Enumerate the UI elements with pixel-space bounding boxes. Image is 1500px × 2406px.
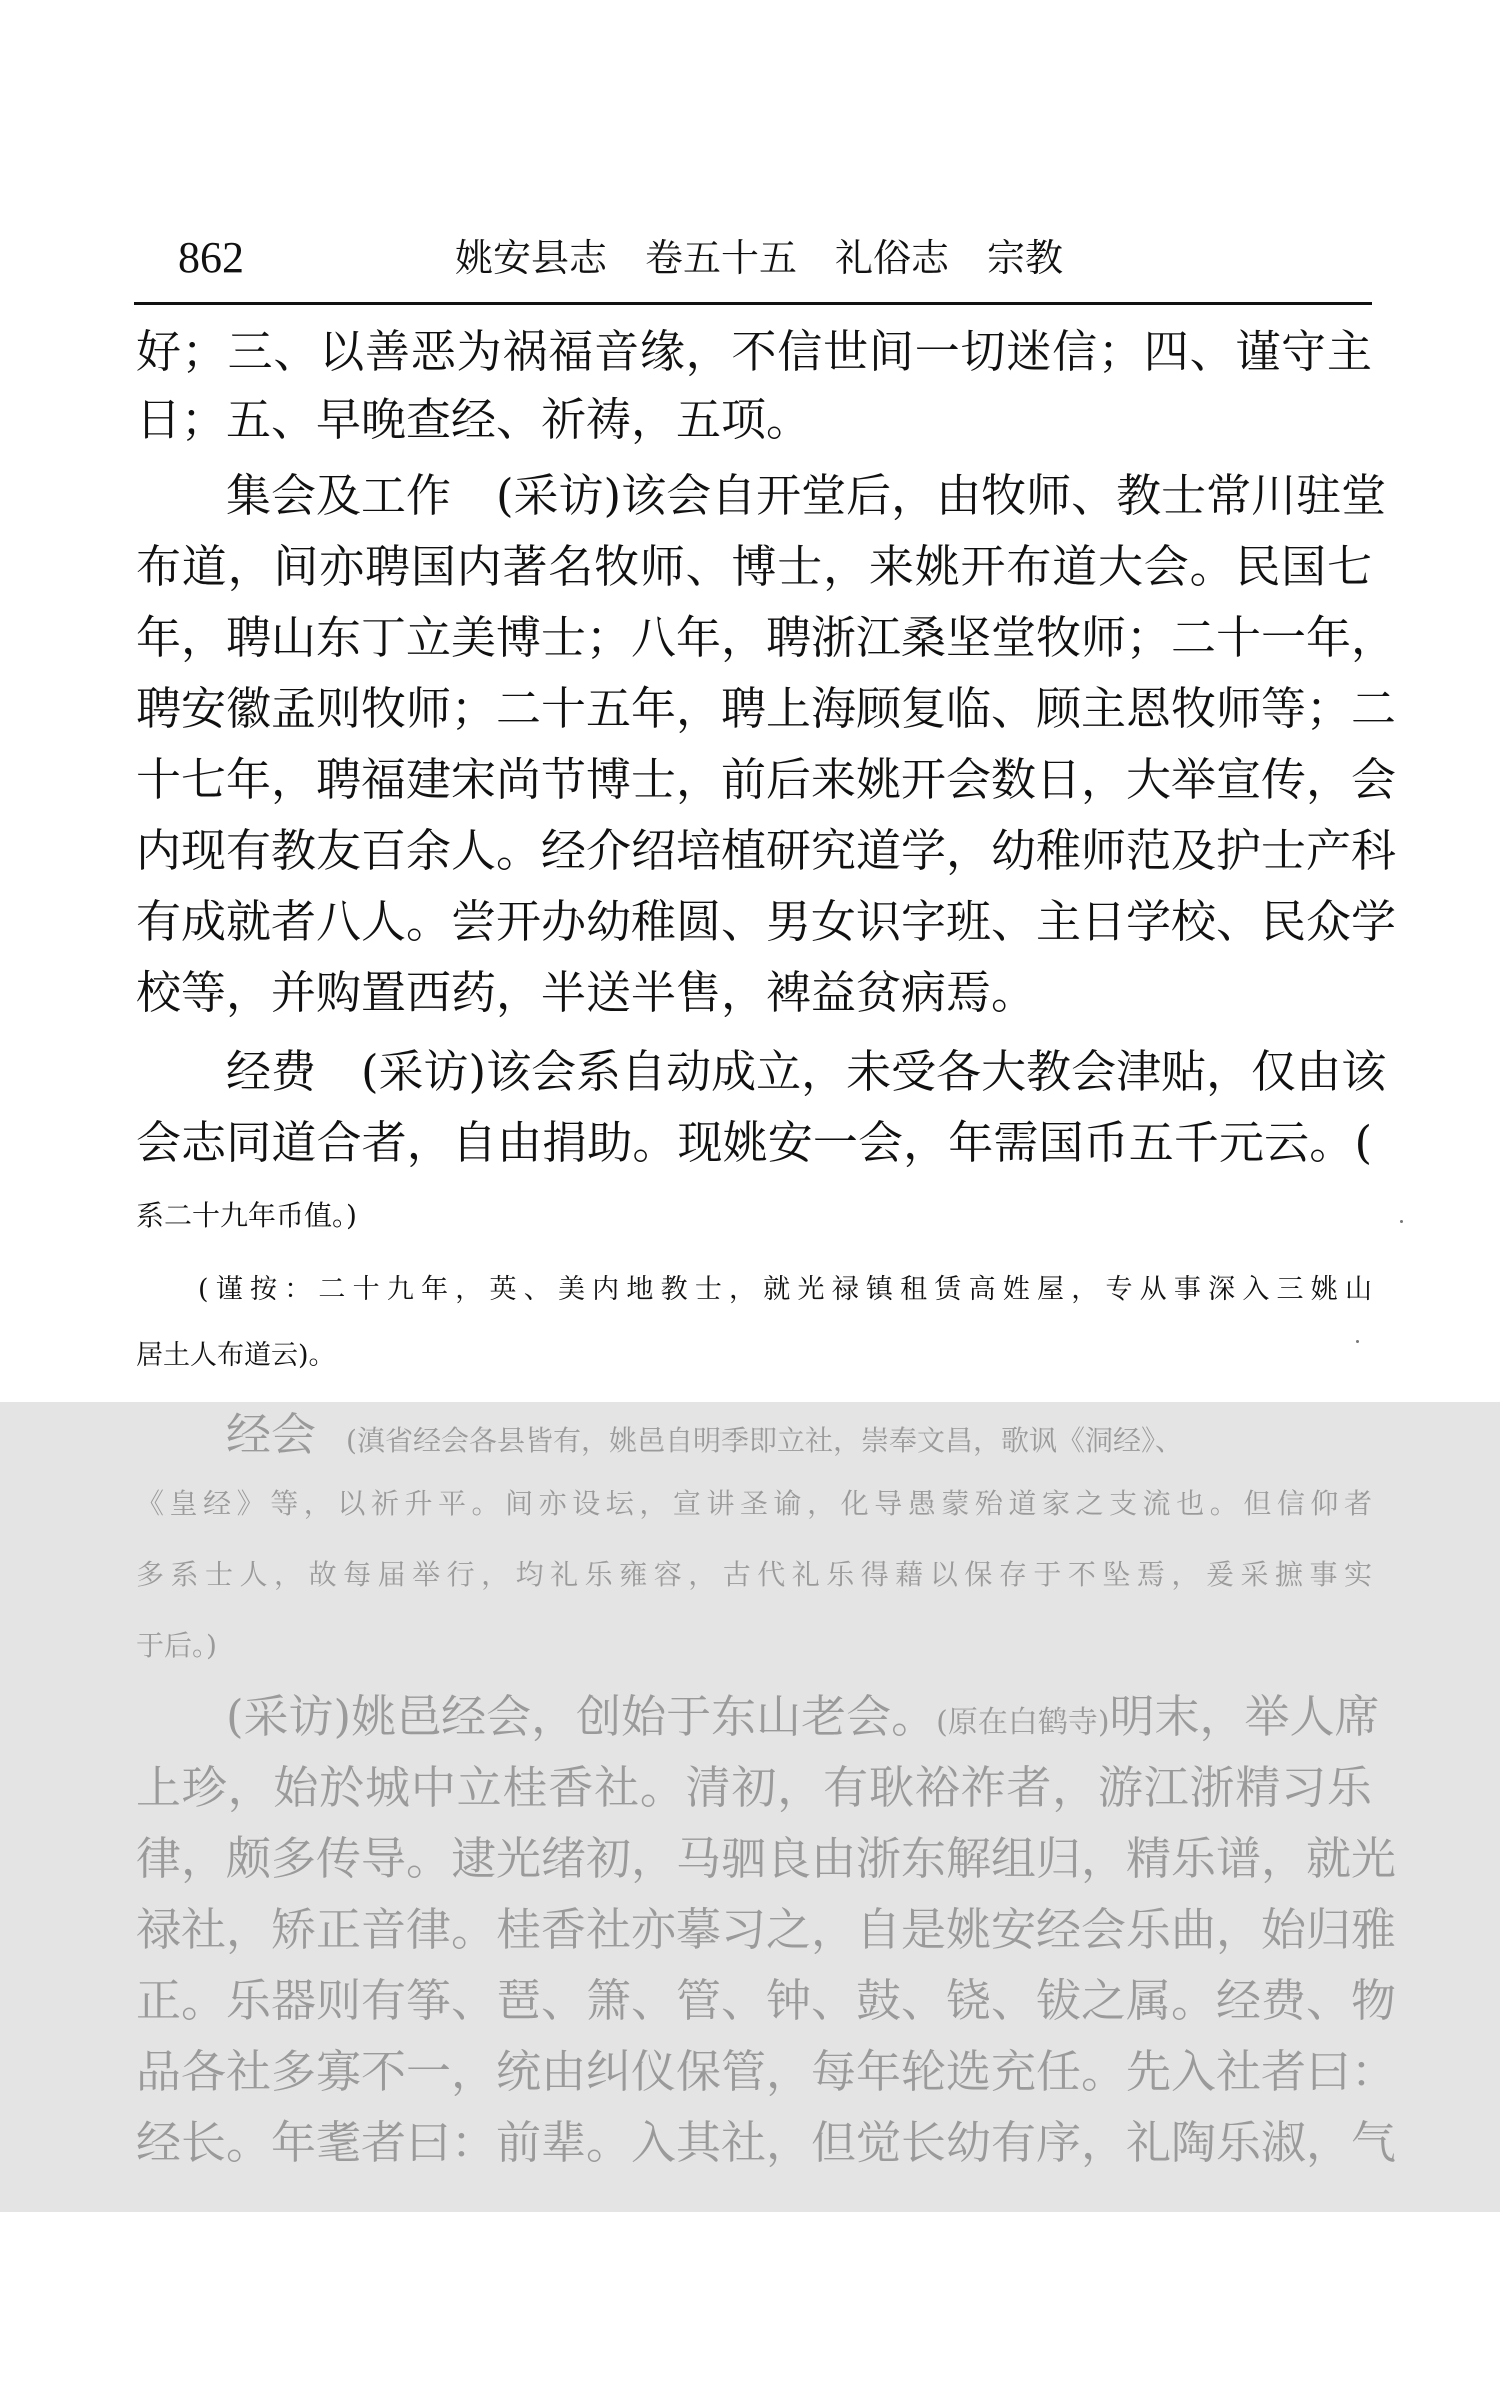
annotation-line: (谨按：二十九年，英、美内地教士，就光禄镇租赁高姓屋，专从事深入三姚山	[198, 1274, 1372, 1305]
text-line: 经费 (采访)该会系自动成立，未受各大教会津贴，仅由该	[226, 1045, 1387, 1098]
text-line: 内现有教友百余人。经介绍培植研究道学，幼稚师范及护士产科	[136, 824, 1397, 877]
header-rule	[134, 302, 1372, 305]
faded-text-line: 律，颇多传导。逮光绪初，马驷良由浙东解组归，精乐谱，就光	[136, 1832, 1397, 1885]
text-line: 会志同道合者，自由捐助。现姚安一会，年需国币五千元云。(	[136, 1116, 1372, 1169]
text-line: 系二十九年币值。)	[136, 1199, 357, 1232]
annotation-line: 居土人布道云)。	[136, 1340, 336, 1371]
faded-note-line: 多系士人，故每届举行，均礼乐雍容，古代礼乐得藉以保存于不坠焉，爰采摭事实	[136, 1558, 1372, 1591]
text-line: 聘安徽孟则牧师；二十五年，聘上海顾复临、顾主恩牧师等；二	[136, 682, 1397, 735]
page-number: 862	[178, 233, 244, 282]
faded-heading-line	[226, 1405, 1372, 1471]
faded-text: (采访)姚邑经会，创始于东山老会。	[226, 1690, 937, 1743]
faded-inline-note: (原在白鹤寺)	[936, 1705, 1110, 1740]
text-line: 日；五、早晚查经、祈祷，五项。	[136, 393, 812, 446]
text-line: 校等，并购置西药，半送半售，裨益贫病焉。	[136, 966, 1037, 1019]
text-line: 有成就者八人。尝开办幼稚圆、男女识字班、主日学校、民众学	[136, 895, 1397, 948]
faded-note: (滇省经会各县皆有，姚邑自明季即立社，崇奉文昌，歌讽《洞经》、	[346, 1424, 1183, 1457]
faded-note-line: 于后。)	[136, 1629, 217, 1662]
faded-text-line: 经长。年耄者曰：前辈。入其社，但觉长幼有序，礼陶乐淑，气	[136, 2116, 1397, 2169]
text-line: 布道，间亦聘国内著名牧师、博士，来姚开布道大会。民国七	[136, 540, 1372, 593]
faded-text-line: 正。乐器则有筝、琶、箫、管、钟、鼓、铙、钹之属。经费、物	[136, 1974, 1397, 2027]
text-line: 年，聘山东丁立美博士；八年，聘浙江桑坚堂牧师；二十一年，	[136, 611, 1397, 664]
faded-text-line: 上珍，始於城中立桂香社。清初，有耿裕祚者，游江浙精习乐	[136, 1761, 1372, 1814]
scan-speck	[1400, 1220, 1403, 1223]
running-title: 姚安县志 卷五十五 礼俗志 宗教	[455, 236, 1064, 280]
section-heading: 经会	[226, 1408, 317, 1461]
faded-text-line: 禄社，矫正音律。桂香社亦摹习之，自是姚安经会乐曲，始归雅	[136, 1903, 1397, 1956]
faded-text-line	[226, 1687, 1380, 1753]
faded-note-line: 《皇经》等，以祈升平。间亦设坛，宣讲圣谕，化导愚蒙殆道家之支流也。但信仰者	[136, 1487, 1372, 1520]
text-line: 好；三、以善恶为祸福音缘，不信世间一切迷信；四、谨守主	[136, 325, 1372, 378]
faded-text: 明末，举人席	[1109, 1690, 1380, 1743]
text-line: 集会及工作 (采访)该会自开堂后，由牧师、教士常川驻堂	[226, 469, 1387, 522]
scan-speck	[1356, 1340, 1359, 1343]
text-line: 十七年，聘福建宋尚节博士，前后来姚开会数日，大举宣传，会	[136, 753, 1397, 806]
faded-text-line: 品各社多寡不一，统由纠仪保管，每年轮选充任。先入社者曰：	[136, 2045, 1397, 2098]
